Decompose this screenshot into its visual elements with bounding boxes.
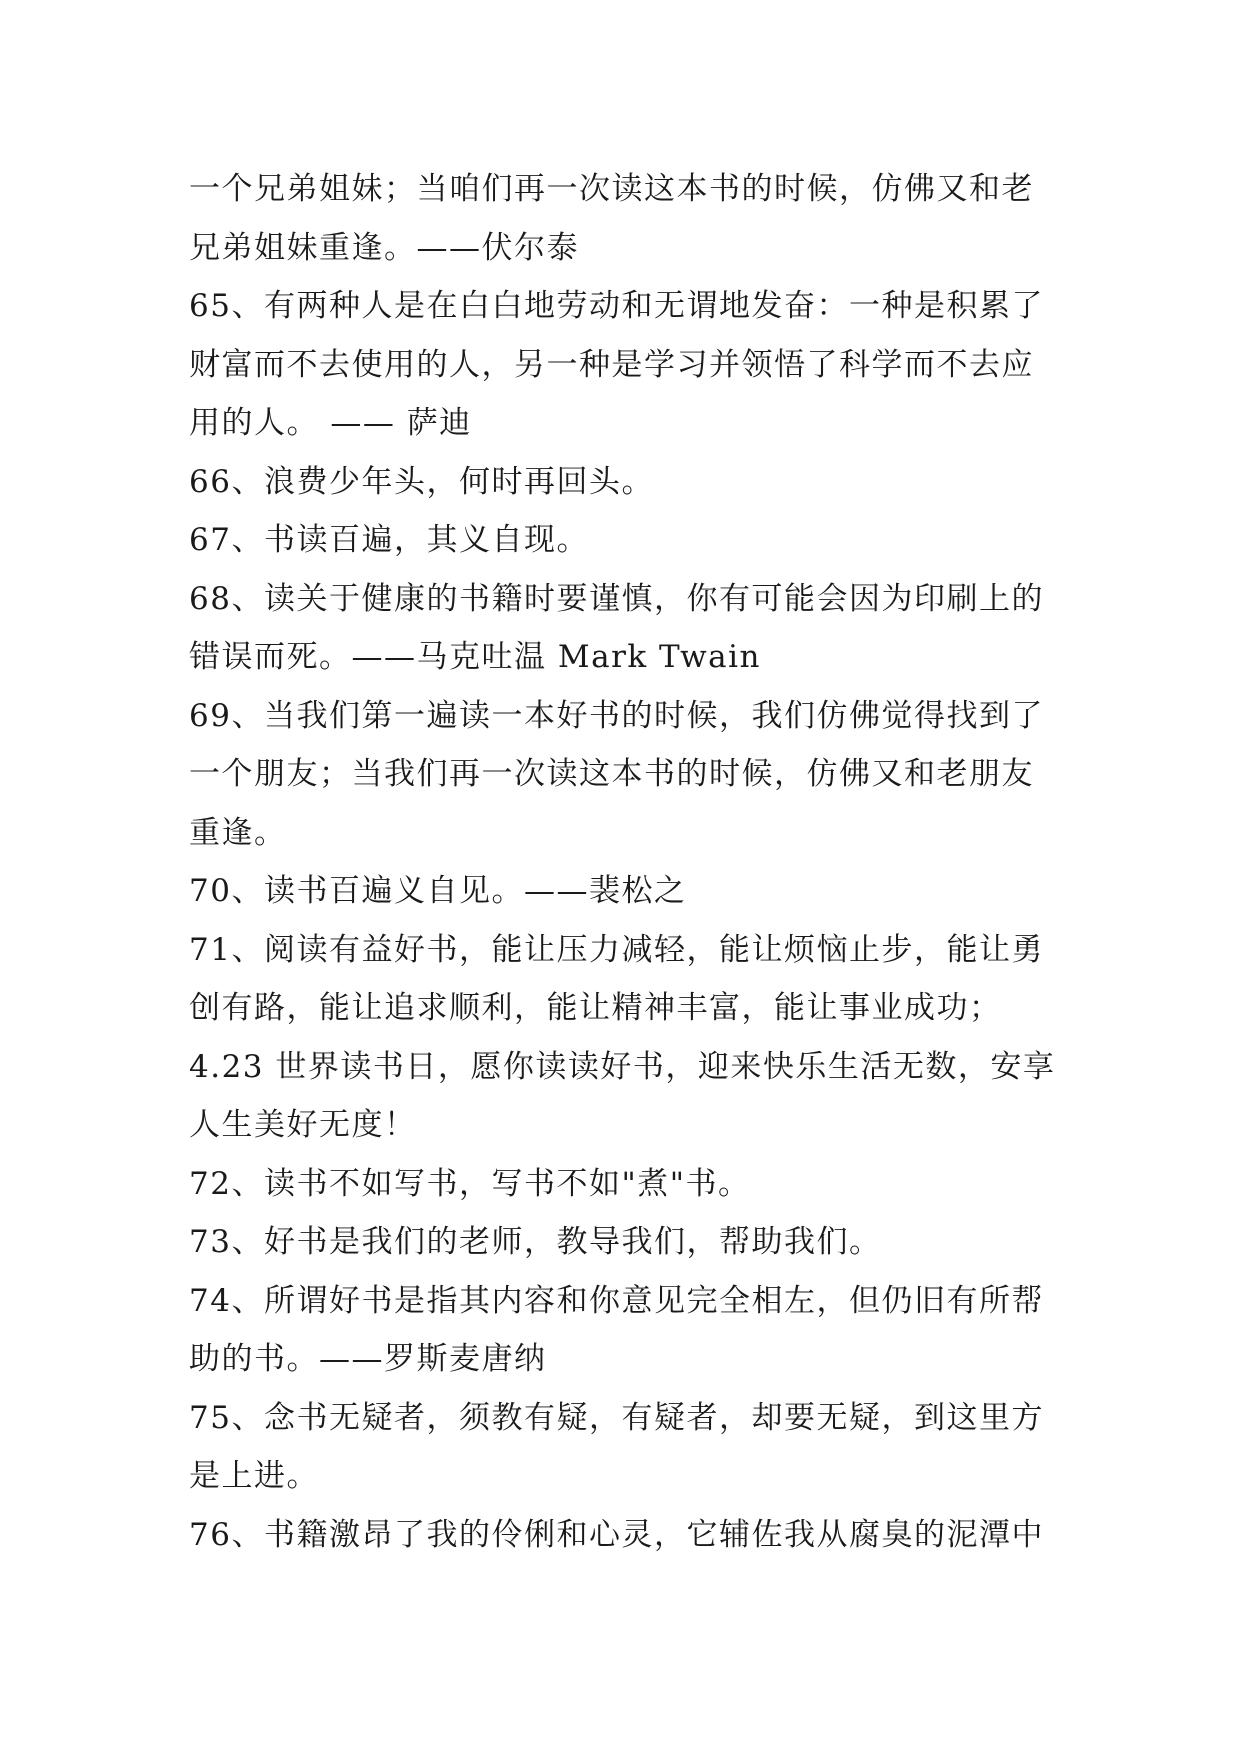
text-line: 66、浪费少年头，何时再回头。: [189, 463, 654, 500]
text-line: 人生美好无度！: [189, 1107, 417, 1143]
text-line: 创有路，能让追求顺利，能让精神丰富，能让事业成功；: [189, 990, 1002, 1026]
text-line: 69、当我们第一遍读一本好书的时候，我们仿佛觉得找到了: [189, 697, 1044, 734]
text-line: 75、念书无疑者，须教有疑，有疑者，却要无疑，到这里方: [189, 1399, 1044, 1436]
text-line: 76、书籍激昂了我的伶俐和心灵，它辅佐我从腐臭的泥潭中: [189, 1516, 1044, 1553]
text-line: 71、阅读有益好书，能让压力减轻，能让烦恼止步，能让勇: [189, 931, 1044, 968]
text-line: 一个兄弟姐妹；当咱们再一次读这本书的时候，仿佛又和老: [189, 171, 1034, 207]
text-line: 67、书读百遍，其义自现。: [189, 522, 589, 558]
text-line: 助的书。——罗斯麦唐纳: [189, 1341, 547, 1377]
text-line: 兄弟姐妹重逢。——伏尔泰: [189, 229, 579, 266]
text-line: 是上进。: [189, 1458, 319, 1494]
text-line: 4.23 世界读书日，愿你读读好书，迎来快乐生活无数，安享: [189, 1048, 1056, 1085]
text-line: 财富而不去使用的人，另一种是学习并领悟了科学而不去应: [189, 346, 1034, 383]
text-line: 重逢。: [189, 814, 287, 851]
text-line: 错误而死。——马克吐温 Mark Twain: [189, 639, 762, 675]
text-line: 74、所谓好书是指其内容和你意见完全相左，但仍旧有所帮: [189, 1282, 1044, 1319]
text-line: 70、读书百遍义自见。——裴松之: [189, 873, 687, 909]
document-body: [189, 160, 1069, 1564]
text-line: 65、有两种人是在白白地劳动和无谓地发奋：一种是积累了: [189, 288, 1044, 324]
text-line: 72、读书不如写书，写书不如"煮"书。: [189, 1165, 751, 1202]
text-line: 用的人。 —— 萨迪: [189, 405, 472, 441]
text-line: 73、好书是我们的老师，教导我们，帮助我们。: [189, 1224, 882, 1260]
text-line: 一个朋友；当我们再一次读这本书的时候，仿佛又和老朋友: [189, 756, 1034, 792]
text-line: 68、读关于健康的书籍时要谨慎，你有可能会因为印刷上的: [189, 580, 1044, 617]
